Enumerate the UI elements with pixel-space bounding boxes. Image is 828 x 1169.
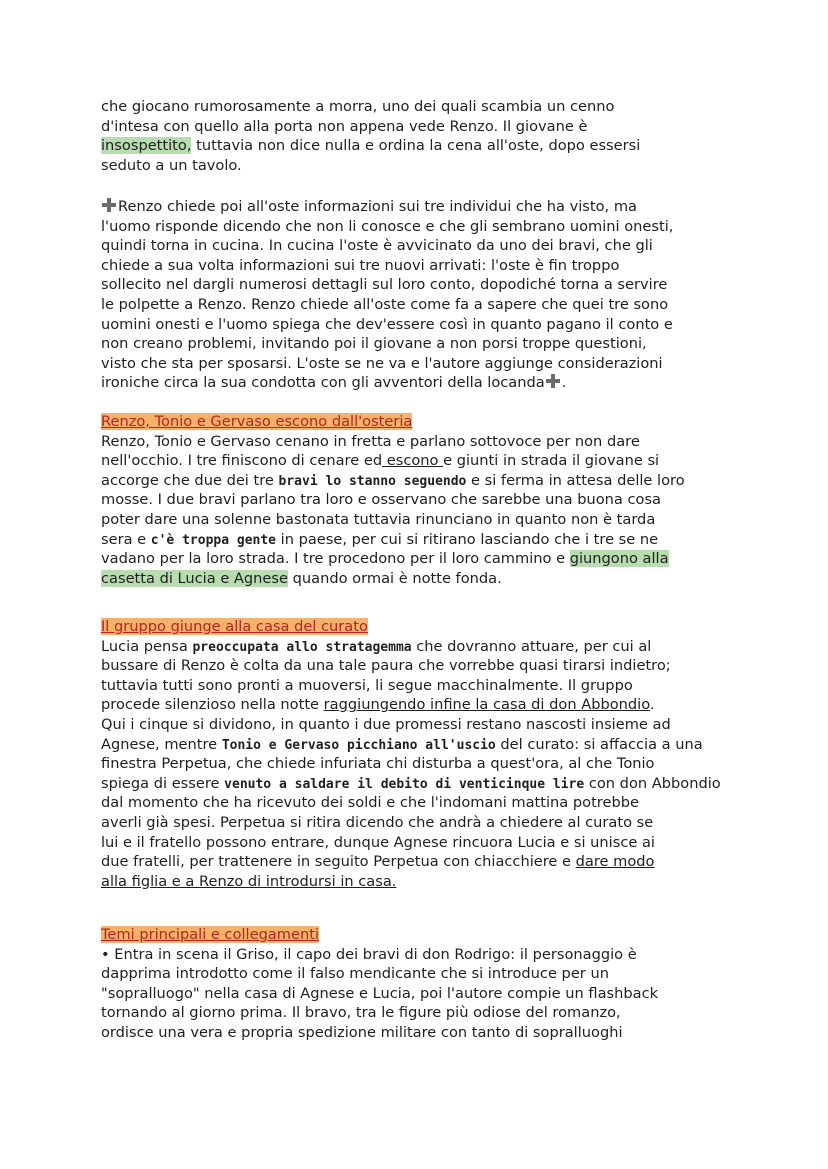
text-segment: spiega di essere <box>101 774 225 792</box>
text-line: che giocano rumorosamente a morra, uno dei quali scambia un cenno <box>101 98 615 115</box>
text-line <box>101 695 741 715</box>
text-line <box>101 471 741 491</box>
text-line: tuttavia tutti sono pronti a muoversi, li segue macchinalmente. Il gruppo <box>101 676 633 694</box>
underlined-text: raggiungendo infine la casa di don Abbondio <box>323 696 650 714</box>
plus-icon <box>102 198 116 212</box>
text-line <box>101 451 741 471</box>
paragraph-oste <box>101 197 741 393</box>
highlight-giungono: giungono alla <box>569 550 669 568</box>
bold-text: Tonio e Gervaso picchiano all'uscio <box>221 737 496 753</box>
bold-text: preoccupata allo stratagemma <box>192 639 412 655</box>
section-heading-line <box>101 617 741 637</box>
text-segment: Lucia pensa <box>101 637 193 655</box>
text-line <box>101 872 741 892</box>
bold-text: c'è troppa gente <box>150 532 277 548</box>
plus-icon <box>546 374 560 388</box>
text-line <box>101 549 741 569</box>
paragraph-intro <box>101 97 741 175</box>
text-line: finestra Perpetua, che chiede infuriata chi disturba a quest'ora, al che Tonio <box>101 755 655 773</box>
text-line <box>101 774 741 794</box>
text-line: l'uomo risponde dicendo che non li conosce e che gli sembrano uomini onesti, <box>101 217 674 235</box>
section-heading: Il gruppo giunge alla casa del curato <box>101 618 368 635</box>
text-line: bussare di Renzo è colta da una tale paura che vorrebbe quasi tirarsi indietro; <box>101 657 671 675</box>
text-line: d'intesa con quello alla porta non appena vede Renzo. Il giovane è <box>101 117 588 135</box>
section-escono <box>101 412 741 588</box>
text-segment: con don Abbondio <box>584 774 721 792</box>
text-line <box>101 637 741 657</box>
text-line: dapprima introdotto come il falso mendicante che si introduce per un <box>101 965 609 983</box>
text-segment: procede silenzioso nella notte <box>101 696 324 714</box>
section-heading: Renzo, Tonio e Gervaso escono dall'osteria <box>101 413 413 430</box>
text-line <box>101 197 741 217</box>
text-line: Qui i cinque si dividono, in quanto i due promessi restano nascosti insieme ad <box>101 715 671 733</box>
text-segment: . <box>649 696 655 714</box>
text-line: lui e il fratello possono entrare, dunque Agnese rincuora Lucia e si unisce ai <box>101 833 655 851</box>
text-segment: Renzo chiede poi all'oste informazioni sui tre individui che ha visto, ma <box>118 198 637 215</box>
text-line: uomini onesti e l'uomo spiega che dev'essere così in quanto pagano il conto e <box>101 315 673 333</box>
text-segment: e si ferma in attesa delle loro <box>466 471 685 489</box>
text-line <box>101 569 741 589</box>
section-heading-line <box>101 925 741 945</box>
text-segment: . <box>561 374 567 392</box>
text-line: non creano problemi, invitando poi il giovane a non porsi troppe questioni, <box>101 335 647 353</box>
underlined-text: dare modo <box>575 853 655 871</box>
text-line: ordisce una vera e propria spedizione militare con tanto di sopralluoghi <box>101 1023 623 1041</box>
text-line: tornando al giorno prima. Il bravo, tra le figure più odiose del romanzo, <box>101 1004 621 1022</box>
text-segment: nell'occhio. I tre finiscono di cenare ed <box>101 452 383 470</box>
text-segment: del curato: si affaccia a una <box>495 735 703 753</box>
text-line: dal momento che ha ricevuto dei soldi e che l'indomani mattina potrebbe <box>101 794 639 812</box>
highlight-insospettito: insospettito, <box>101 137 192 155</box>
text-line: poter dare una solenne bastonata tuttavia rinunciano in quanto non è tarda <box>101 510 656 528</box>
text-segment: in paese, per cui si ritirano lasciando che i tre se ne <box>276 530 659 548</box>
text-segment: che dovranno attuare, per cui al <box>411 637 652 655</box>
underlined-text: alla figlia e a Renzo di introdursi in casa. <box>101 872 397 890</box>
text-segment: accorge che due dei tre <box>101 471 279 489</box>
text-segment: ironiche circa la sua condotta con gli avventori della locanda <box>101 374 545 392</box>
text-segment: sera e <box>101 530 151 548</box>
text-segment: e giunti in strada il giovane si <box>443 452 660 470</box>
text-line <box>101 530 741 550</box>
text-segment: vadano per la loro strada. I tre procedono per il loro cammino e <box>101 550 570 568</box>
bold-text: bravi lo stanno seguendo <box>278 473 467 489</box>
bold-text: venuto a saldare il debito di venticinque lire <box>224 776 585 792</box>
section-temi <box>101 925 741 1043</box>
text-line <box>101 373 741 393</box>
text-line: "sopralluogo" nella casa di Agnese e Lucia, poi l'autore compie un flashback <box>101 984 659 1002</box>
text-segment: due fratelli, per trattenere in seguito Perpetua con chiacchiere e <box>101 853 576 871</box>
underlined-text: escono <box>382 452 444 470</box>
section-heading-line <box>101 412 741 432</box>
text-line: seduto a un tavolo. <box>101 156 242 174</box>
highlight-casetta: casetta di Lucia e Agnese <box>101 569 288 587</box>
text-segment: quando ormai è notte fonda. <box>288 569 502 587</box>
text-line: Renzo, Tonio e Gervaso cenano in fretta e parlano sottovoce per non dare <box>101 432 640 450</box>
section-heading: Temi principali e collegamenti <box>101 926 320 943</box>
text-line <box>101 735 741 755</box>
text-line <box>101 136 741 156</box>
text-segment: Agnese, mentre <box>101 735 222 753</box>
text-line: visto che sta per sposarsi. L'oste se ne va e l'autore aggiunge considerazioni <box>101 354 663 372</box>
text-line: le polpette a Renzo. Renzo chiede all'oste come fa a sapere che quei tre sono <box>101 295 669 313</box>
text-line: • Entra in scena il Griso, il capo dei bravi di don Rodrigo: il personaggio è <box>101 945 637 963</box>
text-line: mosse. I due bravi parlano tra loro e osservano che sarebbe una buona cosa <box>101 491 661 509</box>
section-casa-curato <box>101 617 741 891</box>
text-line: quindi torna in cucina. In cucina l'oste è avvicinato da uno dei bravi, che gli <box>101 237 653 255</box>
text-line: sollecito nel dargli numerosi dettagli sul loro conto, dopodiché torna a servire <box>101 276 668 294</box>
text-segment: tuttavia non dice nulla e ordina la cena all'oste, dopo essersi <box>191 137 641 155</box>
text-line: chiede a sua volta informazioni sui tre nuovi arrivati: l'oste è fin troppo <box>101 256 620 274</box>
text-line <box>101 852 741 872</box>
text-line: averli già spesi. Perpetua si ritira dicendo che andrà a chiedere al curato se <box>101 813 654 831</box>
